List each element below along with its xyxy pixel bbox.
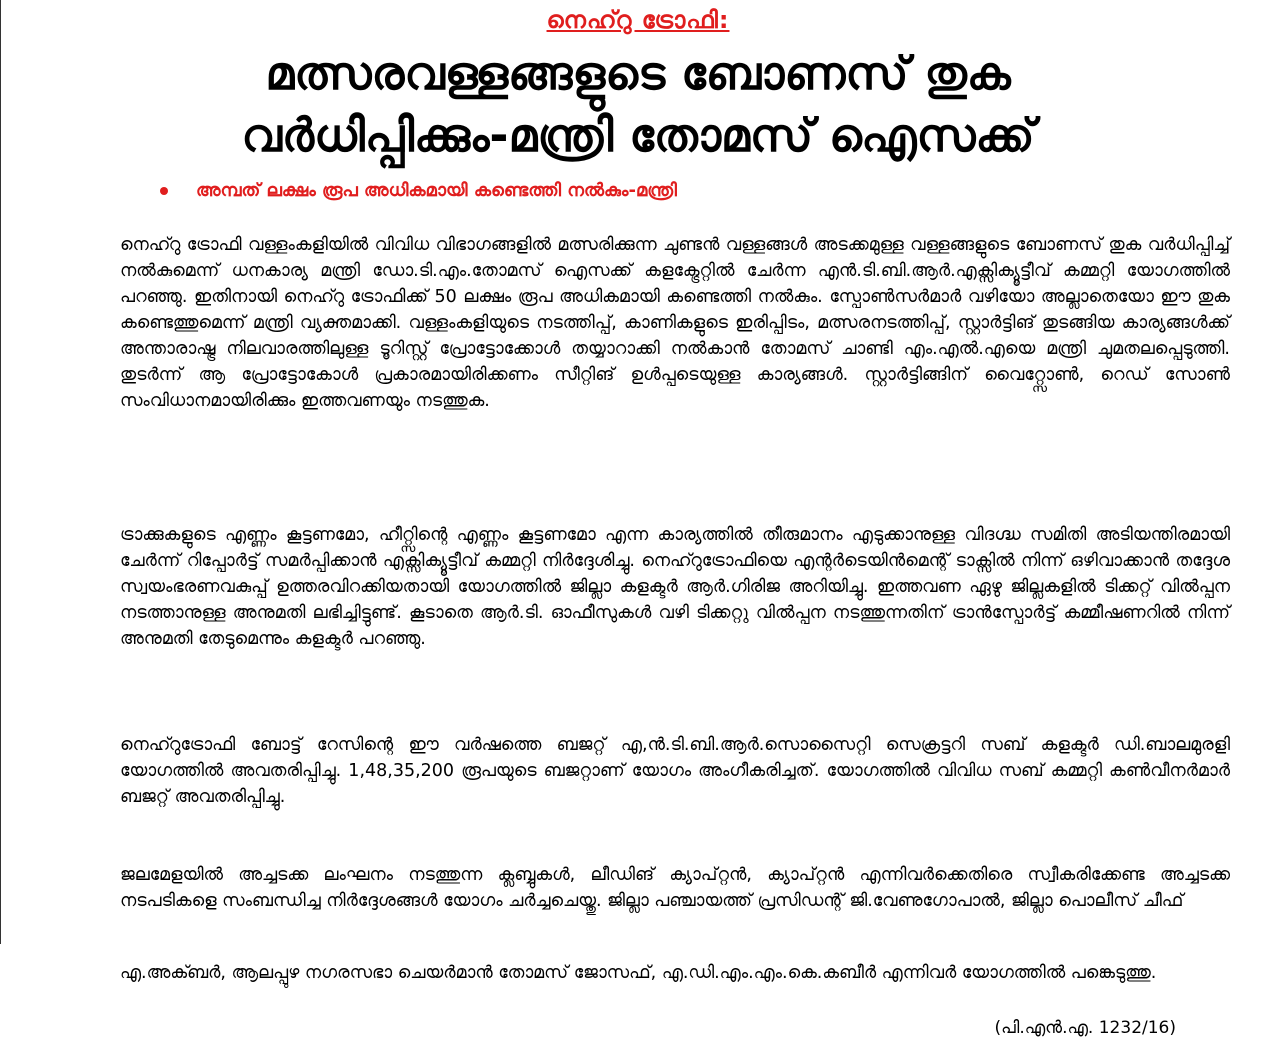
paragraph-3: നെഹ്റുട്രോഫി ബോട്ട് റേസിന്റെ ഈ വര്‍ഷത്തെ ബജറ്റ് എ,ന്‍.ടി.ബി.ആര്‍.സൊസൈറ്റി സെക്രട്ടറി സബ് കളക്ടര്‍ ഡി.ബാലമുരളി യോഗത്തില്‍ അവതരിപ്പിച്ചു. 1,48,35,200 രൂപയുടെ ബജറ്റാണ് യോഗം അംഗീകരിച്ചത്. യോഗത്തില്‍ വിവിധ സബ് കമ്മറ്റി കണ്‍വീനര്‍മാര്‍ ബജറ്റ് അവതരിപ്പിച്ചു. xyxy=(120,735,1230,807)
paragraph-2: ട്രാക്കുകളുടെ എണ്ണം കൂട്ടണമോ, ഹീറ്റ്സിന്റെ എണ്ണം കൂട്ടണമോ എന്ന കാര്യത്തില്‍ തീരുമാനം എടുക്കാനുള്ള വിദഗ്ദ്ധ സമിതി അടിയന്തിരമായി ചേര്‍ന്ന് റിപ്പോര്‍ട്ട് സമര്‍പ്പിക്കാന്‍ എക്സിക്യൂട്ടീവ് കമ്മറ്റി നിര്‍ദ്ദേശിച്ചു. നെഹ്റുട്രോഫിയെ എന്റര്‍ടെയിന്‍മെന്റ് ടാക്സില്‍ നിന്ന് ഒഴിവാക്കാന്‍ തദ്ദേശ സ്വയംഭരണവകുപ്പ് ഉത്തരവിറക്കിയതായി യോഗത്തില്‍ ജില്ലാ കളക്ടര്‍ ആര്‍.ഗിരിജ അറിയിച്ചു. ഇത്തവണ ഏഴു ജില്ലകളില്‍ ടിക്കറ്റ് വില്‍പ്പന നടത്താനുള്ള അനുമതി ലഭിച്ചിട്ടുണ്ട്. കൂടാതെ ആര്‍.ടി. ഓഫീസുകള്‍ വഴി ടിക്കറ്റു വില്‍പ്പന നടത്തുന്നതിന് ട്രാന്‍സ്പോര്‍ട്ട് കമ്മീഷണറില്‍ നിന്ന് അനുമതി തേടുമെന്നും കളക്ടര്‍ പറഞ്ഞു. xyxy=(120,525,1230,649)
kicker-heading: നെഹ്റു ട്രോഫി: xyxy=(546,6,730,34)
press-reference: (പി.എന്‍.എ. 1232/16) xyxy=(994,1018,1176,1038)
subhead-text: അമ്പത് ലക്ഷം രൂപ അധികമായി കണ്ടെത്തി നല്‍കും-മന്ത്രി xyxy=(196,180,677,201)
subhead-bullet xyxy=(160,180,677,201)
paragraph-5: എ.അക്ബര്‍, ആലപ്പുഴ നഗരസഭാ ചെയര്‍മാന്‍ തോമസ് ജോസഫ്, എ.ഡി.എം.എം.കെ.കബീര്‍ എന്നിവര്‍ യോഗത്തില്‍ പങ്കെടുത്തു. xyxy=(120,963,1157,983)
headline-line-2: വര്‍ധിപ്പിക്കും-മന്ത്രി തോമസ് ഐസക്ക് xyxy=(241,108,1035,162)
paragraph-4: ജലമേളയില്‍ അച്ചടക്ക ലംഘനം നടത്തുന്ന ക്ലബ്ബുകള്‍, ലീഡിങ് ക്യാപ്റ്റന്‍, ക്യാപ്റ്റന്‍ എന്നിവര്‍ക്കെതിരെ സ്വീകരിക്കേണ്ട അച്ചടക്ക നടപടികളെ സംബന്ധിച്ച നിര്‍ദ്ദേശങ്ങള്‍ യോഗം ചര്‍ച്ചചെയ്തു. ജില്ലാ പഞ്ചായത്ത് പ്രസിഡന്റ് ജി.വേണുഗോപാല്‍, ജില്ലാ പൊലീസ് ചീഫ് xyxy=(120,865,1230,911)
paragraph-1: നെഹ്റു ട്രോഫി വള്ളംകളിയില്‍ വിവിധ വിഭാഗങ്ങളില്‍ മത്സരിക്കുന്ന ചുണ്ടന്‍ വള്ളങ്ങള്‍ അടക്കമുള്ള വള്ളങ്ങളുടെ ബോണസ് തുക വര്‍ധിപ്പിച്ച് നല്‍കുമെന്ന് ധനകാര്യ മന്ത്രി ഡോ.ടി.എം.തോമസ് ഐസക്ക് കളക്ട്രേറ്റില്‍ ചേര്‍ന്ന എന്‍.ടി.ബി.ആര്‍.എക്സിക്യൂട്ടീവ് കമ്മറ്റി യോഗത്തില്‍ പറഞ്ഞു. ഇതിനായി നെഹ്റു ട്രോഫിക്ക് 50 ലക്ഷം രൂപ അധികമായി കണ്ടെത്തി നല്‍കും. സ്പോണ്‍സര്‍മാര്‍ വഴിയോ അല്ലാതെയോ ഈ തുക കണ്ടെത്തുമെന്ന് മന്ത്രി വ്യക്തമാക്കി. വള്ളംകളിയുടെ നടത്തിപ്പ്, കാണികളുടെ ഇരിപ്പിടം, മത്സരനടത്തിപ്പ്, സ്റ്റാര്‍ട്ടിങ് തുടങ്ങിയ കാര്യങ്ങള്‍ക്ക് അന്താരാഷ്ട്ര നിലവാരത്തിലുള്ള ടൂറിസ്റ്റ് പ്രോട്ടോക്കോള്‍ തയ്യാറാക്കി നല്‍കാന്‍ തോമസ് ചാണ്ടി എം.എല്‍.എയെ മന്ത്രി ചുമതലപ്പെടുത്തി. തുടര്‍ന്ന് ആ പ്രോട്ടോകോള്‍ പ്രകാരമായിരിക്കണം സീറ്റിങ് ഉള്‍പ്പടെയുള്ള കാര്യങ്ങള്‍. സ്റ്റാര്‍ട്ടിങ്ങിന് വൈറ്റ്സോണ്‍, റെഡ് സോണ്‍ സംവിധാനമായിരിക്കും ഇത്തവണയും നടത്തുക. xyxy=(120,235,1230,411)
bullet-dot-icon xyxy=(160,187,168,195)
headline-line-1: മത്സരവള്ളങ്ങളുടെ ബോണസ് തുക xyxy=(265,46,1011,100)
